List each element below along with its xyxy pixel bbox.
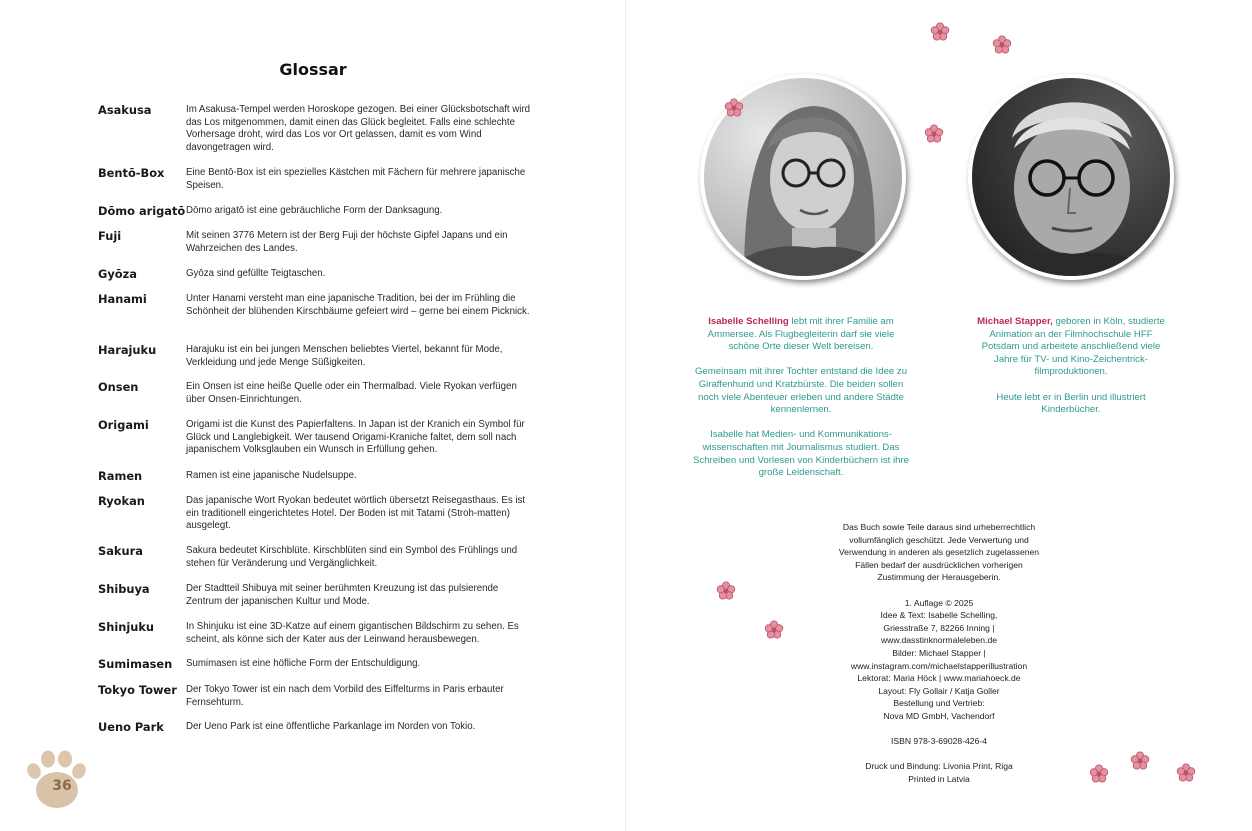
credit-line: www.dasstinknormaleleben.de <box>880 635 998 646</box>
imprint <box>836 521 1042 798</box>
illustrator-photo <box>972 78 1170 276</box>
glossary-term: Harajuku <box>98 343 157 357</box>
glossary-definition: Unter Hanami versteht man eine japanische Tradition, bei der im Frühling die Schönheit der blühenden Kirschbäume gefeiert wird – gerne bei einem Picknick. <box>186 293 530 317</box>
credit-line: Lektorat: Maria Höck | www.mariahoeck.de <box>857 673 1021 684</box>
author-bio-paragraph: Gemeinsam mit ihrer Tochter entstand die Idee zu Giraffenhund und Kratzbürste. Die beiden sollen noch viele Abenteuer erleben und andere Städte kennenlernen. <box>694 366 908 416</box>
cherry-blossom-icon <box>764 620 784 640</box>
glossary-definition: Das japanische Wort Ryokan bedeutet wörtlich übersetzt Reisegasthaus. Es ist ein traditionell eingerichtetes Hotel. Der Boden ist mit Tatami (Stroh-matten) ausgelegt. <box>186 495 526 532</box>
illustrator-name: Michael Stapper, <box>977 316 1053 327</box>
glossary-definition: Der Tokyo Tower ist ein nach dem Vorbild des Eiffelturms in Paris erbauter Fernsehturm. <box>186 684 504 708</box>
page-number: 36 <box>52 778 72 794</box>
glossary-definition: Gyōza sind gefüllte Teigtaschen. <box>186 268 326 279</box>
author-bio-paragraph: Isabelle hat Medien- und Kommunikations-wissenschaften mit Journalismus studiert. Das Schreiben und Vorlesen von Kinderbüchern ist ihre große Leidenschaft. <box>693 429 909 479</box>
glossary-term: Shinjuku <box>98 620 155 634</box>
glossary-term: Fuji <box>98 229 122 243</box>
illustrator-portrait <box>968 74 1174 280</box>
glossary-definition: Sakura bedeutet Kirschblüte. Kirschblüten sind ein Symbol des Frühlings und stehen für Veränderung und Vergänglichkeit. <box>186 545 518 569</box>
glossary-term: Bentō-Box <box>98 166 165 180</box>
isbn: ISBN 978-3-69028-426-4 <box>890 736 988 747</box>
glossary-definition: Ein Onsen ist eine heiße Quelle oder ein Thermalbad. Viele Ryokan verfügen über Onsen-Einrichtungen. <box>186 381 517 405</box>
glossary-definition: Mit seinen 3776 Metern ist der Berg Fuji der höchste Gipfel Japans und ein Wahrzeichen des Landes. <box>186 230 508 254</box>
illustrator-bio-paragraph: Heute lebt er in Berlin und illustriert Kinderbücher. <box>996 391 1146 416</box>
glossary-term: Ueno Park <box>98 720 164 734</box>
credit-line: Griesstraße 7, 82266 Inning | <box>883 622 995 633</box>
glossary-term: Asakusa <box>98 103 152 117</box>
glossary-term: Dōmo arigatō <box>98 204 186 218</box>
cherry-blossom-icon <box>992 35 1012 55</box>
author-bio-lead: lebt mit ihrer Familie am Ammersee. Als Flugbegleiterin darf sie viele schöne Orte dieser Welt bereisen. <box>707 316 895 353</box>
author-bio <box>692 316 910 492</box>
glossary-term: Shibuya <box>98 582 150 596</box>
glossary-definition: Der Stadtteil Shibuya mit seiner berühmten Kreuzung ist das pulsierende Zentrum der japanischen Kultur und Mode. <box>186 583 499 607</box>
imprint-credits <box>836 597 1042 723</box>
glossary-definition: Dōmo arigatō ist eine gebräuchliche Form der Danksagung. <box>186 205 443 216</box>
glossary-term: Ryokan <box>98 494 145 508</box>
glossary-term: Sakura <box>98 544 143 558</box>
illustrator-bio-lead: geboren in Köln, studierte Animation an der Filmhochschule HFF Potsdam und arbeitete anschließend viele Jahre für TV- und Kino-Zeichentrick-filmproduktionen. <box>981 316 1165 378</box>
glossary-definition: Im Asakusa-Tempel werden Horoskope gezogen. Bei einer Glücksbotschaft wird das Los mitgenommen, damit einen das Glück begleitet. Falls eine schlechte Vorhersage droht, wird das Los vor Ort gelassen, damit es vom Wind davongetragen wird. <box>186 104 531 153</box>
glossary-definition: Eine Bentō-Box ist ein spezielles Kästchen mit Fächern für mehrere japanische Speisen. <box>186 167 526 191</box>
cherry-blossom-icon <box>1176 763 1196 783</box>
credit-line: Layout: Fly Gollair / Katja Goller <box>878 685 1000 696</box>
credit-line: 1. Auflage © 2025 <box>904 597 974 608</box>
cherry-blossom-icon <box>1130 751 1150 771</box>
credit-line: Nova MD GmbH, Vachendorf <box>883 710 995 721</box>
illustrator-bio-intro <box>970 316 1172 379</box>
author-bio-intro <box>692 316 910 354</box>
cherry-blossom-icon <box>724 98 744 118</box>
cherry-blossom-icon <box>930 22 950 42</box>
credit-line: www.instagram.com/michaelstapperillustration <box>850 660 1028 671</box>
glossary-term: Gyōza <box>98 267 137 281</box>
print-line: Printed in Latvia <box>908 773 970 784</box>
glossary-definition: Ramen ist eine japanische Nudelsuppe. <box>186 470 357 481</box>
cherry-blossom-icon <box>924 124 944 144</box>
illustrator-bio <box>970 316 1172 429</box>
print-info <box>836 760 1042 785</box>
glossary-term: Ramen <box>98 469 143 483</box>
cherry-blossom-icon <box>716 581 736 601</box>
cherry-blossom-icon <box>1089 764 1109 784</box>
credit-line: Bestellung und Vertrieb: <box>893 698 985 709</box>
glossary-definition: Harajuku ist ein bei jungen Menschen beliebtes Viertel, bekannt für Mode, Verkleidung und jede Menge Süßigkeiten. <box>186 344 503 368</box>
page-title: Glossar <box>279 60 347 79</box>
author-name: Isabelle Schelling <box>708 316 789 327</box>
print-line: Druck und Bindung: Livonia Print, Riga <box>865 761 1013 772</box>
glossary-term: Origami <box>98 418 149 432</box>
credit-line: Bilder: Michael Stapper | <box>892 647 986 658</box>
glossary-term: Sumimasen <box>98 657 173 671</box>
glossary-definition: Origami ist die Kunst des Papierfaltens. In Japan ist der Kranich ein Symbol für Glück und Langlebigkeit. Wer tausend Origami-Kraniche faltet, dem soll nach japanischem Volksglauben ein Wunsch in Erfüllung gehen. <box>186 419 525 456</box>
glossary-definition: In Shinjuku ist eine 3D-Katze auf einem gigantischen Bildschirm zu sehen. Es scheint, als könne sich der Kater aus der Leinwand herausbewegen. <box>186 621 519 645</box>
copyright-notice: Das Buch sowie Teile daraus sind urheberrechtlich vollumfänglich geschützt. Jede Verwertung und Verwendung in anderen als gesetzlich zugelassenen Fällen bedarf der ausdrücklichen vorherigen Zustimmung der Herausgeberin. <box>838 522 1040 583</box>
glossary-definition: Der Ueno Park ist eine öffentliche Parkanlage im Norden von Tokio. <box>186 721 476 732</box>
glossary-definition: Sumimasen ist eine höfliche Form der Entschuldigung. <box>186 658 421 669</box>
glossary-term: Tokyo Tower <box>98 683 177 697</box>
glossary-term: Onsen <box>98 380 139 394</box>
credit-line: Idee & Text: Isabelle Schelling, <box>880 610 998 621</box>
glossary-term: Hanami <box>98 292 147 306</box>
